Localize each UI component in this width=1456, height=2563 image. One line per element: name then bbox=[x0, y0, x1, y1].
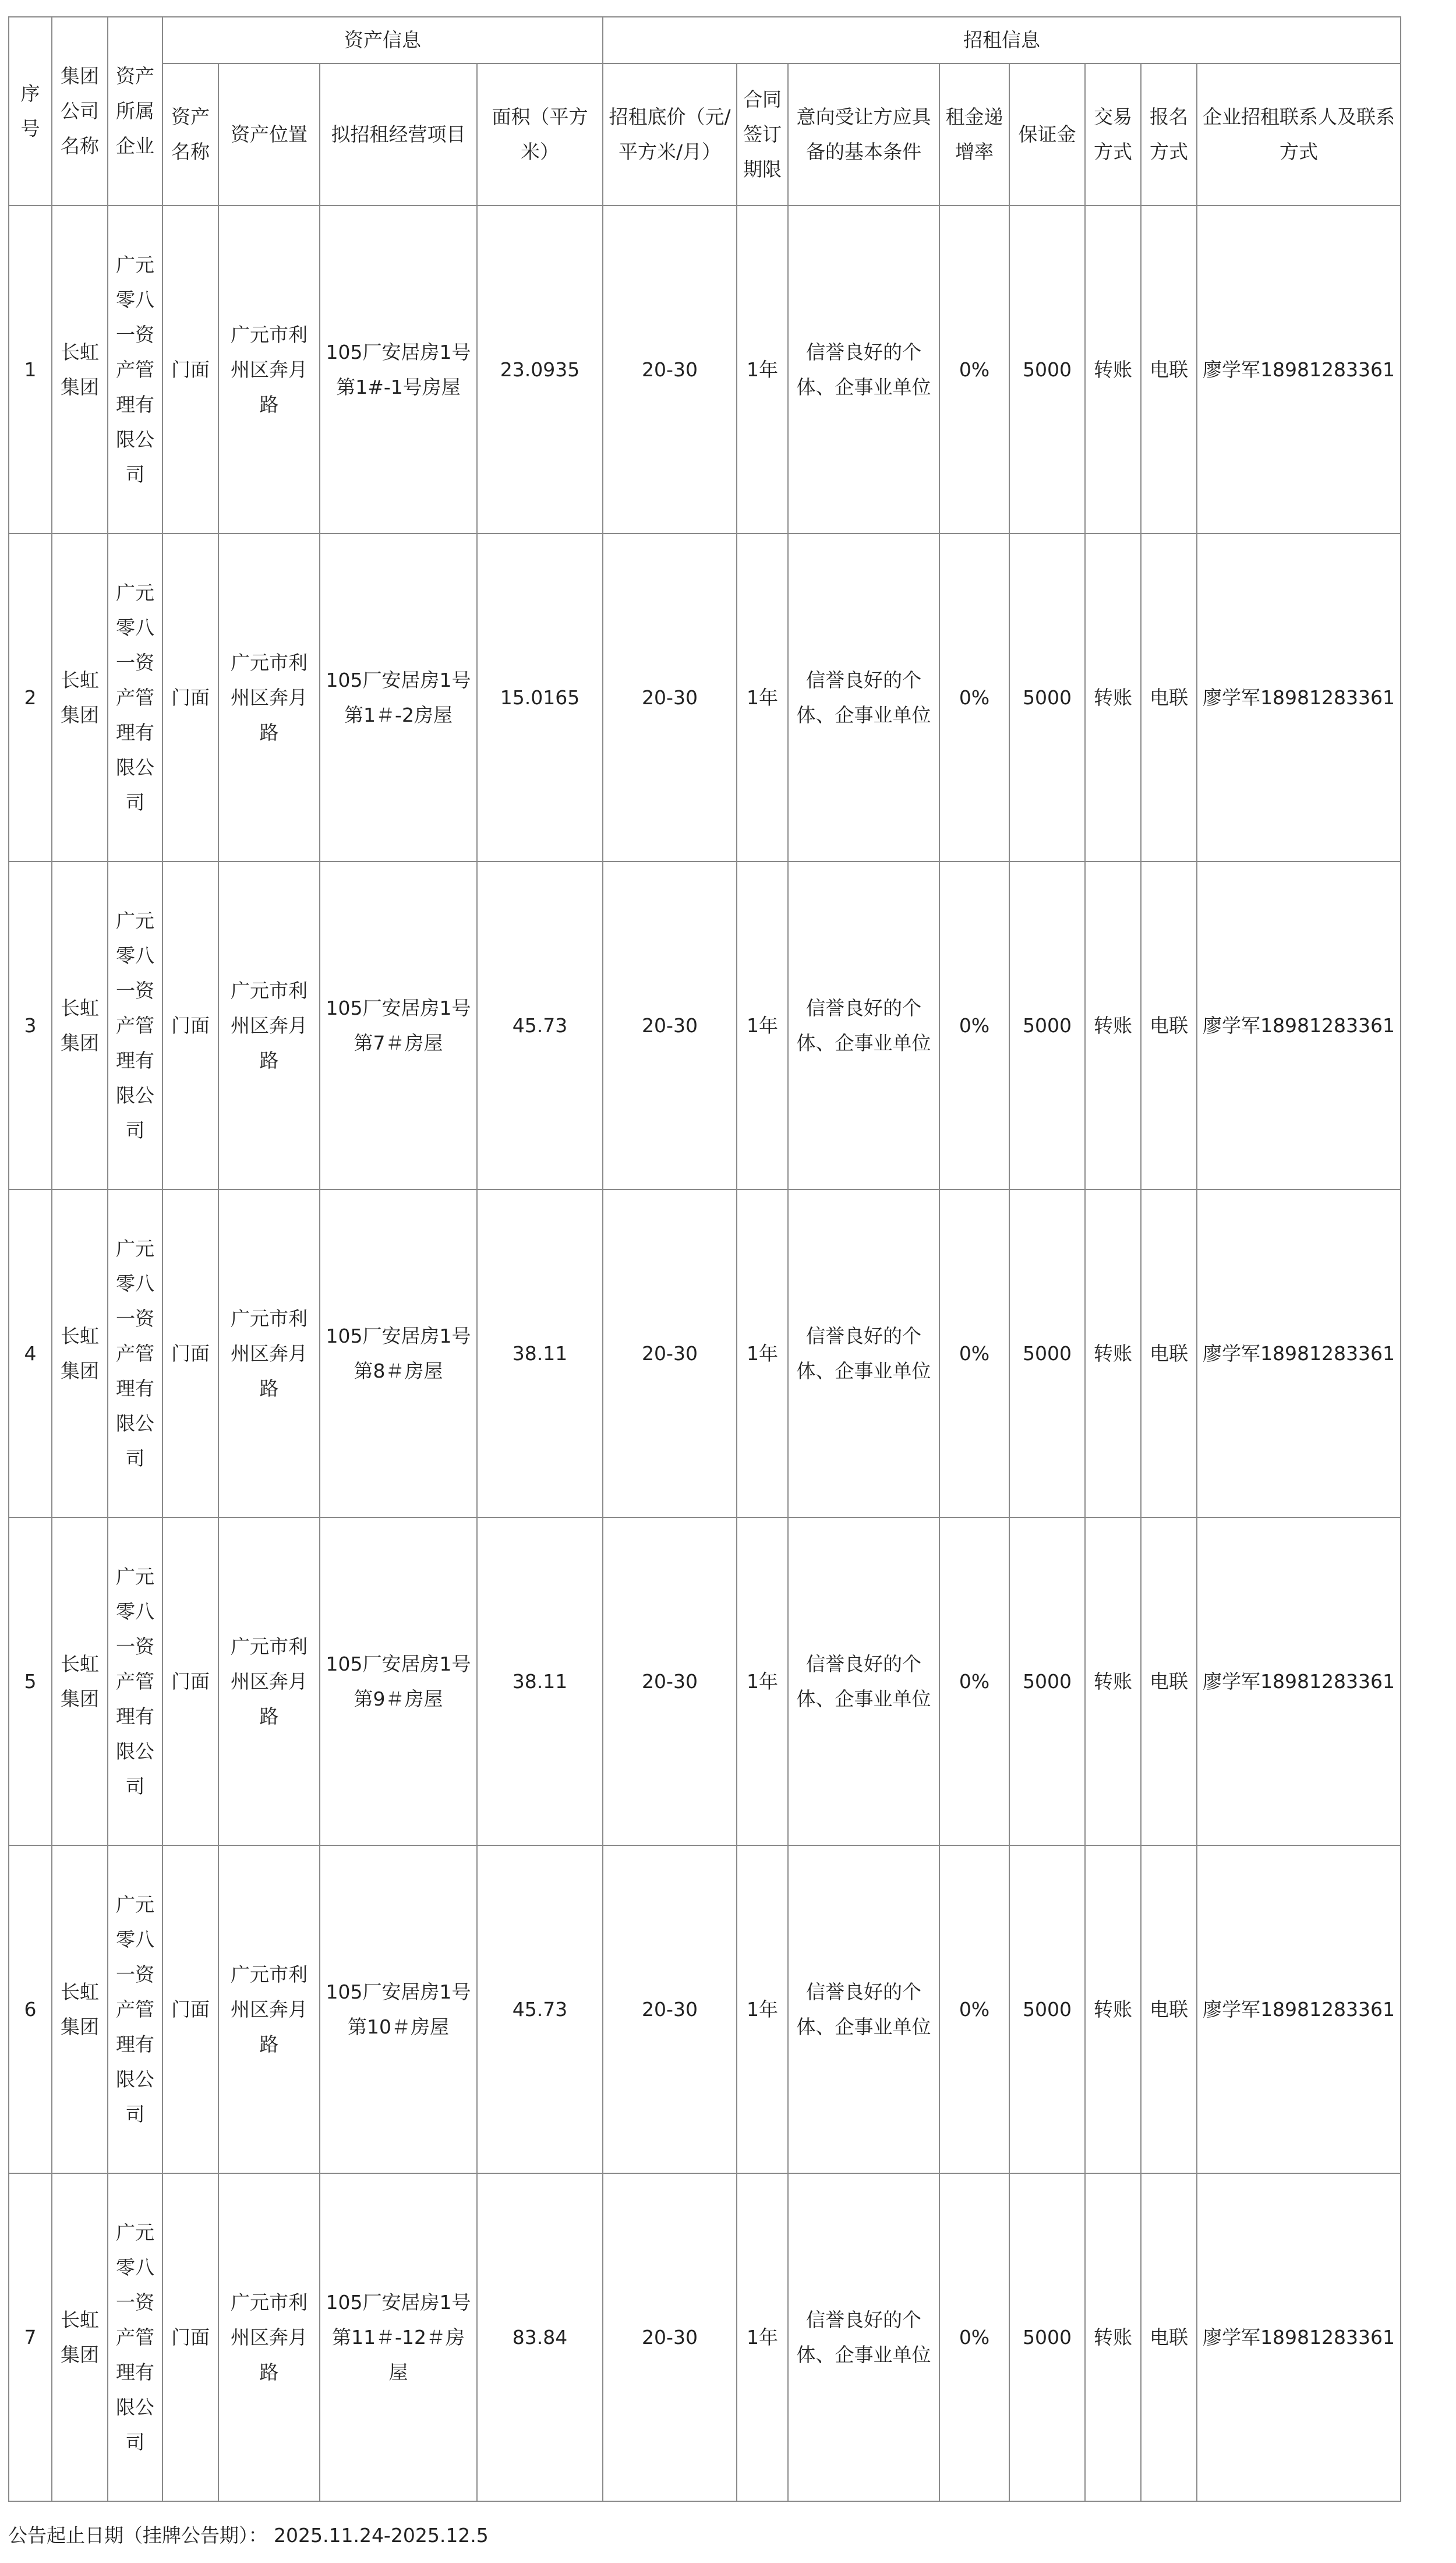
table-row bbox=[9, 534, 1401, 862]
cell-group: 长虹集团 bbox=[52, 206, 108, 534]
cell-deposit: 5000 bbox=[1009, 206, 1085, 534]
cell-area: 23.0935 bbox=[477, 206, 603, 534]
header-deposit: 保证金 bbox=[1009, 63, 1085, 206]
table-body bbox=[9, 206, 1401, 2501]
header-trade-method: 交易方式 bbox=[1085, 63, 1141, 206]
cell-price: 20-30 bbox=[603, 1517, 737, 1845]
cell-project: 105厂安居房1号第8＃房屋 bbox=[320, 1189, 477, 1517]
cell-deposit: 5000 bbox=[1009, 1517, 1085, 1845]
cell-location: 广元市利州区奔月路 bbox=[218, 1189, 320, 1517]
cell-conditions: 信誉良好的个体、企事业单位 bbox=[788, 1189, 939, 1517]
cell-asset-name: 门面 bbox=[162, 2173, 218, 2501]
cell-seq: 2 bbox=[9, 534, 52, 862]
lease-table bbox=[8, 16, 1401, 2502]
cell-area: 38.11 bbox=[477, 1189, 603, 1517]
header-asset-owner: 资产所属企业 bbox=[108, 17, 162, 206]
cell-seq: 3 bbox=[9, 862, 52, 1189]
cell-trade: 转账 bbox=[1085, 1517, 1141, 1845]
cell-conditions: 信誉良好的个体、企事业单位 bbox=[788, 1517, 939, 1845]
cell-term: 1年 bbox=[737, 2173, 788, 2501]
cell-price: 20-30 bbox=[603, 862, 737, 1189]
cell-trade: 转账 bbox=[1085, 534, 1141, 862]
cell-signup: 电联 bbox=[1141, 1517, 1197, 1845]
cell-location: 广元市利州区奔月路 bbox=[218, 1517, 320, 1845]
cell-contact: 廖学军18981283361 bbox=[1197, 1189, 1401, 1517]
cell-signup: 电联 bbox=[1141, 862, 1197, 1189]
cell-signup: 电联 bbox=[1141, 2173, 1197, 2501]
cell-price: 20-30 bbox=[603, 206, 737, 534]
table-row bbox=[9, 206, 1401, 534]
cell-owner: 广元零八一资产管理有限公司 bbox=[108, 1517, 162, 1845]
header-asset-info: 资产信息 bbox=[162, 17, 603, 63]
cell-project: 105厂安居房1号第1#-1号房屋 bbox=[320, 206, 477, 534]
cell-contact: 廖学军18981283361 bbox=[1197, 1845, 1401, 2173]
cell-conditions: 信誉良好的个体、企事业单位 bbox=[788, 206, 939, 534]
cell-area: 83.84 bbox=[477, 2173, 603, 2501]
cell-asset-name: 门面 bbox=[162, 1517, 218, 1845]
cell-project: 105厂安居房1号第7＃房屋 bbox=[320, 862, 477, 1189]
cell-group: 长虹集团 bbox=[52, 862, 108, 1189]
cell-asset-name: 门面 bbox=[162, 206, 218, 534]
cell-location: 广元市利州区奔月路 bbox=[218, 206, 320, 534]
cell-owner: 广元零八一资产管理有限公司 bbox=[108, 1189, 162, 1517]
cell-rate: 0% bbox=[939, 1845, 1009, 2173]
cell-location: 广元市利州区奔月路 bbox=[218, 534, 320, 862]
cell-asset-name: 门面 bbox=[162, 862, 218, 1189]
cell-deposit: 5000 bbox=[1009, 862, 1085, 1189]
cell-deposit: 5000 bbox=[1009, 534, 1085, 862]
cell-conditions: 信誉良好的个体、企事业单位 bbox=[788, 534, 939, 862]
header-area: 面积（平方米） bbox=[477, 63, 603, 206]
table-row bbox=[9, 862, 1401, 1189]
table-row bbox=[9, 1517, 1401, 1845]
table-header bbox=[9, 17, 1401, 206]
cell-group: 长虹集团 bbox=[52, 2173, 108, 2501]
cell-term: 1年 bbox=[737, 1189, 788, 1517]
cell-term: 1年 bbox=[737, 206, 788, 534]
cell-term: 1年 bbox=[737, 1517, 788, 1845]
cell-location: 广元市利州区奔月路 bbox=[218, 1845, 320, 2173]
header-lease-info: 招租信息 bbox=[603, 17, 1401, 63]
cell-owner: 广元零八一资产管理有限公司 bbox=[108, 2173, 162, 2501]
cell-asset-name: 门面 bbox=[162, 1189, 218, 1517]
cell-project: 105厂安居房1号第10＃房屋 bbox=[320, 1845, 477, 2173]
cell-rate: 0% bbox=[939, 1189, 1009, 1517]
cell-conditions: 信誉良好的个体、企事业单位 bbox=[788, 2173, 939, 2501]
cell-area: 45.73 bbox=[477, 1845, 603, 2173]
cell-price: 20-30 bbox=[603, 1845, 737, 2173]
cell-group: 长虹集团 bbox=[52, 1517, 108, 1845]
header-term: 合同签订期限 bbox=[737, 63, 788, 206]
cell-owner: 广元零八一资产管理有限公司 bbox=[108, 534, 162, 862]
header-project: 拟招租经营项目 bbox=[320, 63, 477, 206]
cell-deposit: 5000 bbox=[1009, 2173, 1085, 2501]
header-asset-location: 资产位置 bbox=[218, 63, 320, 206]
cell-term: 1年 bbox=[737, 534, 788, 862]
cell-location: 广元市利州区奔月路 bbox=[218, 862, 320, 1189]
cell-project: 105厂安居房1号第1＃-2房屋 bbox=[320, 534, 477, 862]
cell-seq: 4 bbox=[9, 1189, 52, 1517]
header-seq: 序号 bbox=[9, 17, 52, 206]
cell-area: 38.11 bbox=[477, 1517, 603, 1845]
header-increase-rate: 租金递增率 bbox=[939, 63, 1009, 206]
cell-owner: 广元零八一资产管理有限公司 bbox=[108, 1845, 162, 2173]
cell-trade: 转账 bbox=[1085, 1845, 1141, 2173]
header-signup-method: 报名方式 bbox=[1141, 63, 1197, 206]
table-row bbox=[9, 1189, 1401, 1517]
cell-price: 20-30 bbox=[603, 2173, 737, 2501]
cell-rate: 0% bbox=[939, 206, 1009, 534]
table-row bbox=[9, 1845, 1401, 2173]
cell-owner: 广元零八一资产管理有限公司 bbox=[108, 206, 162, 534]
header-conditions: 意向受让方应具备的基本条件 bbox=[788, 63, 939, 206]
cell-deposit: 5000 bbox=[1009, 1845, 1085, 2173]
header-group-company: 集团公司名称 bbox=[52, 17, 108, 206]
table-row bbox=[9, 2173, 1401, 2501]
cell-contact: 廖学军18981283361 bbox=[1197, 206, 1401, 534]
cell-area: 15.0165 bbox=[477, 534, 603, 862]
cell-group: 长虹集团 bbox=[52, 1189, 108, 1517]
cell-asset-name: 门面 bbox=[162, 1845, 218, 2173]
cell-rate: 0% bbox=[939, 1517, 1009, 1845]
cell-price: 20-30 bbox=[603, 1189, 737, 1517]
announcement-period: 公告起止日期（挂牌公告期）： 2025.11.24-2025.12.5 bbox=[8, 2524, 489, 2547]
header-asset-name: 资产名称 bbox=[162, 63, 218, 206]
cell-contact: 廖学军18981283361 bbox=[1197, 862, 1401, 1189]
cell-rate: 0% bbox=[939, 862, 1009, 1189]
cell-signup: 电联 bbox=[1141, 534, 1197, 862]
cell-conditions: 信誉良好的个体、企事业单位 bbox=[788, 1845, 939, 2173]
cell-contact: 廖学军18981283361 bbox=[1197, 2173, 1401, 2501]
cell-seq: 5 bbox=[9, 1517, 52, 1845]
cell-trade: 转账 bbox=[1085, 1189, 1141, 1517]
cell-signup: 电联 bbox=[1141, 1189, 1197, 1517]
cell-project: 105厂安居房1号第9＃房屋 bbox=[320, 1517, 477, 1845]
cell-project: 105厂安居房1号第11＃-12＃房屋 bbox=[320, 2173, 477, 2501]
cell-deposit: 5000 bbox=[1009, 1189, 1085, 1517]
cell-seq: 6 bbox=[9, 1845, 52, 2173]
cell-signup: 电联 bbox=[1141, 1845, 1197, 2173]
cell-trade: 转账 bbox=[1085, 862, 1141, 1189]
cell-rate: 0% bbox=[939, 534, 1009, 862]
cell-trade: 转账 bbox=[1085, 2173, 1141, 2501]
cell-seq: 7 bbox=[9, 2173, 52, 2501]
header-contact: 企业招租联系人及联系方式 bbox=[1197, 63, 1401, 206]
cell-location: 广元市利州区奔月路 bbox=[218, 2173, 320, 2501]
cell-trade: 转账 bbox=[1085, 206, 1141, 534]
cell-price: 20-30 bbox=[603, 534, 737, 862]
cell-seq: 1 bbox=[9, 206, 52, 534]
cell-signup: 电联 bbox=[1141, 206, 1197, 534]
cell-rate: 0% bbox=[939, 2173, 1009, 2501]
cell-group: 长虹集团 bbox=[52, 534, 108, 862]
cell-asset-name: 门面 bbox=[162, 534, 218, 862]
cell-group: 长虹集团 bbox=[52, 1845, 108, 2173]
cell-term: 1年 bbox=[737, 862, 788, 1189]
cell-conditions: 信誉良好的个体、企事业单位 bbox=[788, 862, 939, 1189]
cell-term: 1年 bbox=[737, 1845, 788, 2173]
cell-owner: 广元零八一资产管理有限公司 bbox=[108, 862, 162, 1189]
cell-contact: 廖学军18981283361 bbox=[1197, 534, 1401, 862]
cell-area: 45.73 bbox=[477, 862, 603, 1189]
header-base-price: 招租底价（元/平方米/月） bbox=[603, 63, 737, 206]
cell-contact: 廖学军18981283361 bbox=[1197, 1517, 1401, 1845]
